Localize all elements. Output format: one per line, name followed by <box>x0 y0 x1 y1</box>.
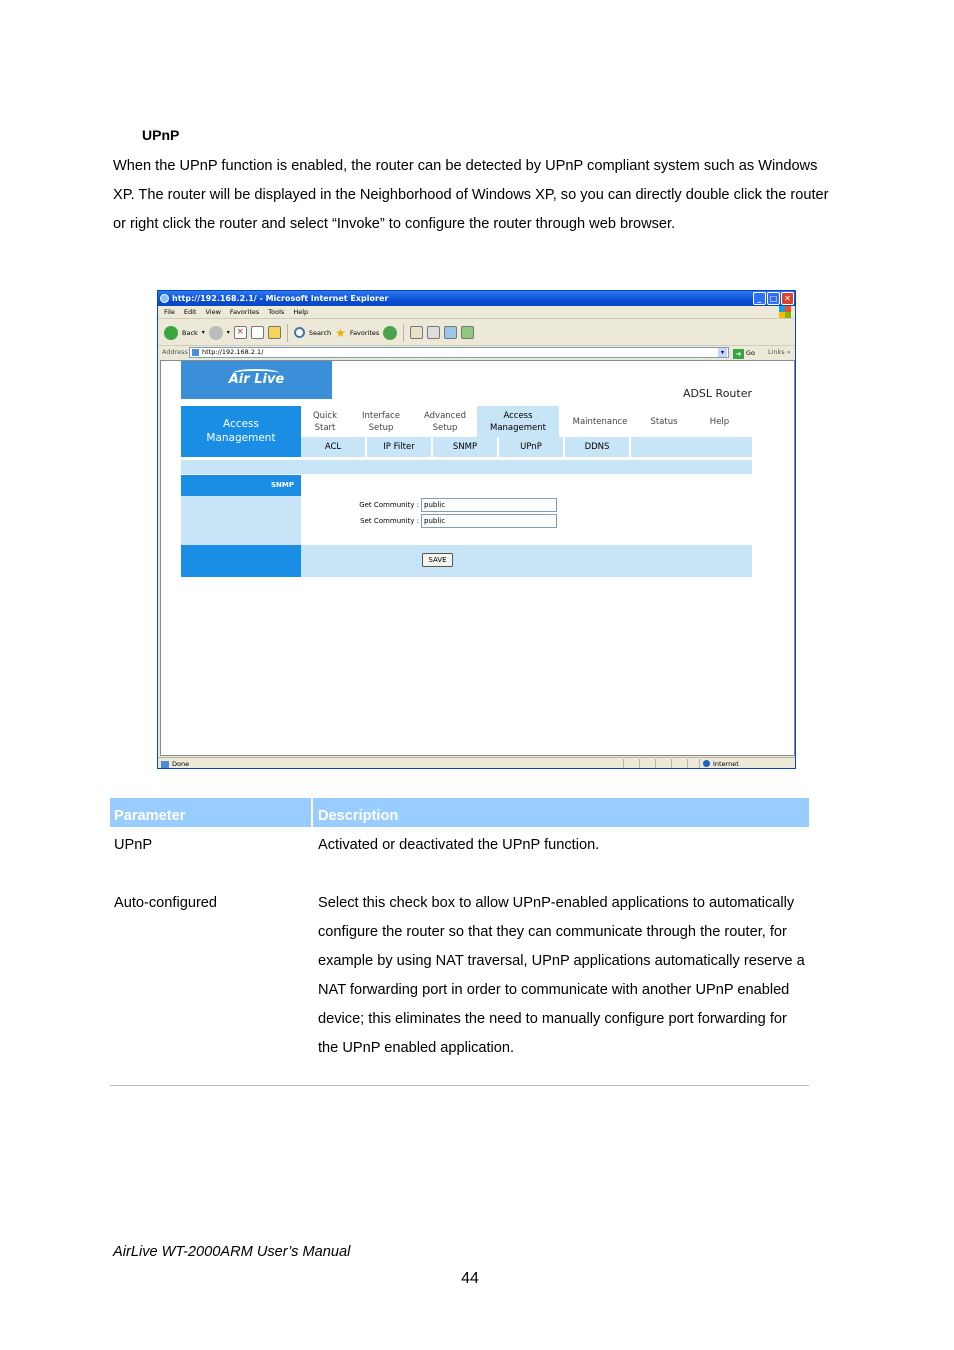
header-description: Description <box>313 798 809 827</box>
row-parameter: Auto-configured <box>114 895 218 911</box>
print-icon[interactable] <box>427 326 440 339</box>
page-done-icon <box>161 761 169 769</box>
security-zone <box>703 758 739 769</box>
nav-maintenance[interactable]: Maintenance <box>572 417 628 427</box>
product-name: ADSL Router <box>682 387 752 400</box>
address-bar <box>158 346 795 359</box>
row-parameter: UPnP <box>114 837 153 853</box>
maximize-icon[interactable]: □ <box>767 292 780 305</box>
nav-interface-setup[interactable]: Interface Setup <box>361 411 401 433</box>
menu-bar <box>158 306 795 319</box>
page-number: 44 <box>461 1270 479 1287</box>
mail-icon[interactable] <box>410 326 423 339</box>
address-dropdown-icon[interactable]: ▾ <box>718 348 727 357</box>
subnav-snmp[interactable]: SNMP <box>433 437 499 457</box>
ie-icon <box>160 294 169 303</box>
browser-titlebar <box>158 291 795 306</box>
go-label: Go <box>746 349 756 357</box>
menu-edit[interactable]: Edit <box>183 308 197 316</box>
divider-stripe <box>181 460 752 474</box>
table-header <box>110 798 809 827</box>
sub-nav <box>301 437 752 457</box>
section-heading: UPnP <box>142 127 180 143</box>
menu-file[interactable]: File <box>164 308 175 316</box>
subnav-upnp[interactable]: UPnP <box>499 437 565 457</box>
address-value: http://192.168.2.1/ <box>202 348 264 356</box>
parameter-table <box>110 798 809 1056</box>
back-button[interactable]: Back <box>182 328 198 337</box>
links-label: Links <box>768 348 785 356</box>
links-button[interactable]: Links » <box>768 348 791 356</box>
set-community-label: Set Community : <box>360 517 419 525</box>
media-icon[interactable] <box>383 326 397 340</box>
save-button[interactable]: SAVE <box>422 553 453 567</box>
set-community-input[interactable]: public <box>421 514 557 528</box>
messenger-icon[interactable] <box>461 326 474 339</box>
footer-manual-title: AirLive WT-2000ARM User’s Manual <box>113 1244 351 1260</box>
globe-icon <box>703 760 710 767</box>
get-community-label: Get Community : <box>359 501 419 509</box>
address-label: Address <box>162 348 188 356</box>
get-community-row <box>301 498 701 512</box>
side-fill <box>181 496 301 545</box>
nav-advanced-setup[interactable]: Advanced Setup <box>424 411 466 433</box>
nav-access-management[interactable]: Access Management <box>477 406 559 437</box>
section-label-snmp: SNMP <box>181 475 301 496</box>
airlive-logo <box>181 361 332 399</box>
side-section-title <box>181 406 301 457</box>
nav-help[interactable]: Help <box>709 417 730 427</box>
back-arrow-icon[interactable] <box>164 326 178 340</box>
main-nav <box>301 406 752 437</box>
nav-quick-start[interactable]: Quick Start <box>312 411 338 433</box>
menu-view[interactable]: View <box>205 308 221 316</box>
go-arrow-icon: ➜ <box>733 349 744 359</box>
status-text: Done <box>172 760 190 768</box>
status-bar <box>158 757 795 769</box>
edit-icon[interactable] <box>444 326 457 339</box>
search-button[interactable]: Search <box>308 328 332 337</box>
intro-paragraph: When the UPnP function is enabled, the router can be detected by UPnP compliant system such as Windows XP. The router will be displayed in the Neighborhood of Windows XP, so you can directly double click the router or right click the router and select “Invoke” to configure the router through web browser. <box>113 158 829 232</box>
stop-icon[interactable]: × <box>234 326 247 339</box>
browser-title: http://192.168.2.1/ - Microsoft Internet Explorer <box>172 294 389 303</box>
forward-arrow-icon[interactable] <box>209 326 223 340</box>
router-page <box>160 360 795 756</box>
header-parameter: Parameter <box>110 798 311 827</box>
save-bar-left <box>181 545 301 577</box>
menu-tools[interactable]: Tools <box>268 308 285 316</box>
save-bar <box>301 545 752 577</box>
browser-screenshot <box>157 290 796 769</box>
search-icon[interactable] <box>294 327 305 338</box>
subnav-ip-filter[interactable]: IP Filter <box>367 437 433 457</box>
go-button[interactable] <box>733 347 755 360</box>
row-description: Select this check box to allow UPnP-enabled applications to automatically configure the router so that they can communicate through the router, for example by using NAT traversal, UPnP applications automatically reserve a NAT forwarding port in order to communicate with another UPnP enabled device; this eliminates the need to manually configure port forwarding for the UPnP enabled application. <box>318 895 805 1056</box>
page-icon <box>192 349 199 356</box>
forward-dropdown-icon[interactable]: ▾ <box>226 329 230 336</box>
close-icon[interactable]: ✕ <box>781 292 794 305</box>
set-community-row <box>301 514 701 528</box>
back-dropdown-icon[interactable]: ▾ <box>201 329 205 336</box>
side-title-line1: Access <box>223 418 259 430</box>
logo-text: Air Live <box>228 372 285 387</box>
windows-logo-icon <box>779 306 791 318</box>
address-input[interactable] <box>189 347 729 358</box>
minimize-icon[interactable]: _ <box>753 292 766 305</box>
browser-toolbar <box>158 320 795 346</box>
subnav-ddns[interactable]: DDNS <box>565 437 631 457</box>
logo-swoosh <box>233 369 279 377</box>
menu-help[interactable]: Help <box>293 308 309 316</box>
side-title-line2: Management <box>206 432 276 444</box>
favorites-button[interactable]: Favorites <box>349 328 380 337</box>
subnav-acl[interactable]: ACL <box>301 437 367 457</box>
nav-status[interactable]: Status <box>650 417 678 427</box>
table-bottom-rule <box>110 1085 809 1086</box>
get-community-input[interactable]: public <box>421 498 557 512</box>
favorites-star-icon[interactable]: ★ <box>335 325 346 340</box>
zone-label: Internet <box>713 760 739 768</box>
row-description: Activated or deactivated the UPnP function. <box>318 837 600 853</box>
home-icon[interactable] <box>268 326 281 339</box>
menu-favorites[interactable]: Favorites <box>229 308 260 316</box>
refresh-icon[interactable] <box>251 326 264 339</box>
